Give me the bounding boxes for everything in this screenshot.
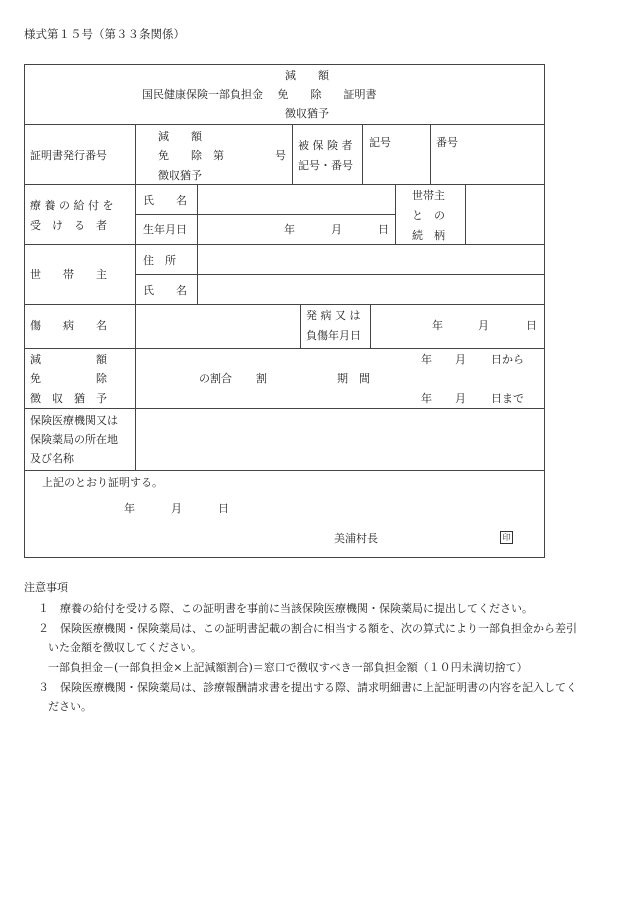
notes-heading: 注意事項 [24,581,68,594]
note-1: １ 療養の給付を受ける際、この証明書を事前に当該保険医療機関・保険薬局に提出してください。 [38,602,533,615]
rule [24,184,544,185]
cert-year: 年 [124,502,135,515]
seal-mark: 印 [500,531,513,544]
cert-type-line2: 免 除 第 [158,149,224,162]
ratio-unit: 割 [256,372,267,385]
rule [300,304,301,348]
title-line1: 減 額 [285,69,329,82]
cert-type-line3: 徴収猶予 [158,169,202,182]
institution-label-line2: 保険薬局の所在地 [30,433,118,446]
cert-number-suffix: 号 [275,149,286,162]
from-suffix: 日から [491,353,524,366]
rule [362,124,363,184]
reduction-label-line1: 減 額 [30,353,107,366]
onset-day: 日 [526,319,537,332]
note-2-line2: いた金額を徴収してください。 [48,641,202,654]
note-3-line2: ださい。 [48,700,92,713]
birth-month: 月 [331,223,342,236]
relation-label-line2: と の [412,209,445,222]
relation-label-line1: 世帯主 [412,189,445,202]
cert-number-label: 証明書発行番号 [30,149,107,162]
bango-label: 番号 [436,136,458,149]
note-formula: 一部負担金－(一部負担金×上記減額割合)＝窓口で徴収すべき一部負担金額（１０円未満切捨て） [48,661,528,674]
cert-month: 月 [171,502,182,515]
institution-label-line1: 保険医療機関又は [30,414,118,427]
birth-day: 日 [378,223,389,236]
rule [135,214,395,215]
recipient-label-line1: 療 養 の 給 付 を [30,199,114,212]
to-suffix: 日まで [491,392,524,405]
rule [292,124,293,184]
rule [24,124,544,125]
rule [430,124,431,184]
birth-year: 年 [284,223,295,236]
title-line3: 徴収猶予 [285,107,329,120]
cert-day: 日 [218,502,229,515]
issuer: 美浦村長 [334,532,378,545]
rule [395,184,396,244]
to-month: 月 [455,392,466,405]
cert-statement: 上記のとおり証明する。 [42,476,163,489]
form-id: 様式第１５号（第３３条関係） [24,27,185,41]
onset-label-line2: 負傷年月日 [306,329,361,342]
institution-label-line3: 及び名称 [30,452,74,465]
householder-label: 世 帯 主 [30,268,107,281]
reduction-label-line3: 徴 収 猶 予 [30,392,107,405]
rule [370,304,371,348]
rule [24,304,544,305]
recipient-label-line2: 受 け る 者 [30,219,107,232]
insured-label-line2: 記号・番号 [298,159,353,172]
relation-label-line3: 続 柄 [412,229,445,242]
onset-label-line1: 発 病 又 は [306,309,361,322]
from-month: 月 [455,353,466,366]
to-year: 年 [421,392,432,405]
rule [24,408,544,409]
rule [24,348,544,349]
rule [24,244,544,245]
householder-name-label: 氏 名 [143,284,187,297]
onset-month: 月 [478,319,489,332]
kigo-label: 記号 [369,136,391,149]
householder-address-label: 住 所 [143,254,176,267]
onset-year: 年 [432,319,443,332]
from-year: 年 [421,353,432,366]
recipient-birth-label: 生年月日 [143,223,187,236]
period-label: 期 間 [337,372,370,385]
disease-label: 傷 病 名 [30,319,107,332]
rule [24,470,544,471]
ratio-prefix: の割合 [199,372,232,385]
title-line2: 国民健康保険一部負担金 免 除 証明書 [142,88,377,101]
reduction-label-line2: 免 除 [30,372,107,385]
rule [465,184,466,244]
note-2-line1: ２ 保険医療機関・保険薬局は、この証明書記載の割合に相当する額を、次の算式により一部負担金から差引 [38,622,577,635]
note-3-line1: ３ 保険医療機関・保険薬局は、診療報酬請求書を提出する際、請求明細書に上記証明書の内容を記入してく [38,681,577,694]
rule [135,124,136,470]
recipient-name-label: 氏 名 [143,194,187,207]
cert-type-line1: 減 額 [158,130,202,143]
rule [197,184,198,304]
insured-label-line1: 被 保 険 者 [298,139,353,152]
